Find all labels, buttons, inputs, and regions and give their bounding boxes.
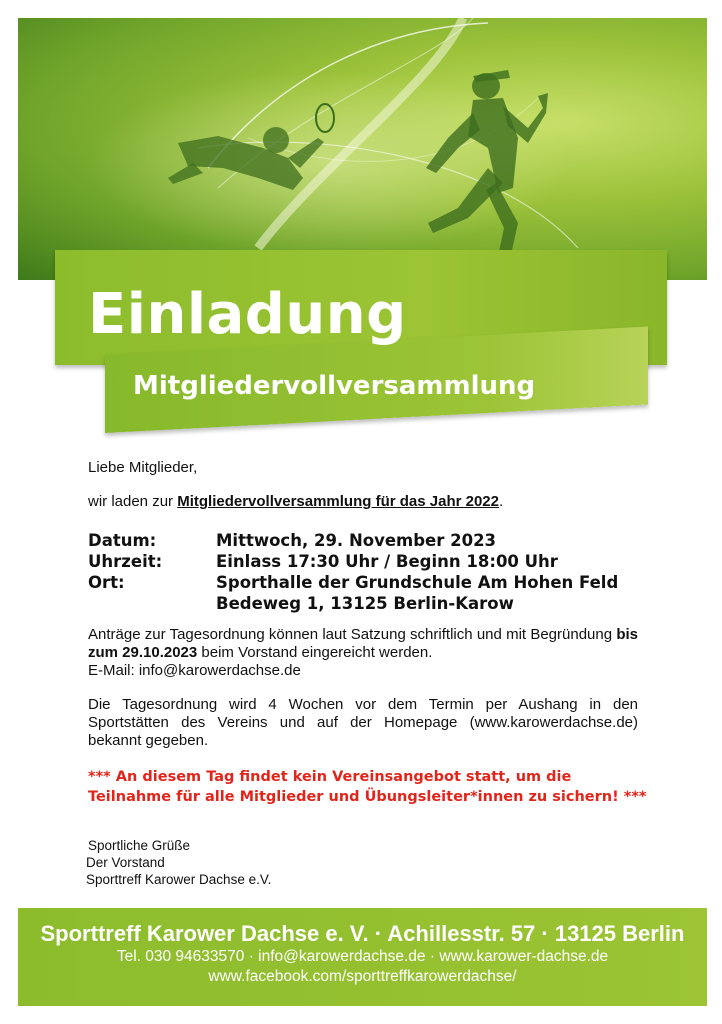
signature-board: Der Vorstand [86, 855, 165, 870]
detail-label: Ort: [88, 573, 125, 592]
warning-notice [88, 767, 647, 807]
header-image [18, 18, 707, 280]
detail-row-address [88, 593, 618, 614]
proposals-paragraph [88, 626, 638, 680]
invitation-line [88, 493, 503, 510]
page-subtitle: Mitgliedervollversammlung [133, 371, 536, 401]
proposals-text-1: Anträge zur Tagesordnung können laut Satzung schriftlich und mit Begründung [88, 626, 617, 643]
agenda-paragraph: Die Tagesordnung wird 4 Wochen vor dem Termin per Aushang in den Sportstätten des Vereins und auf der Homepage (www.karowerdachse.de) bekannt gegeben. [88, 696, 638, 749]
proposals-text-2: beim Vorstand eingereicht werden. [197, 644, 433, 661]
page-title: Einladung [88, 282, 407, 347]
detail-row-location [88, 572, 618, 593]
footer-bar [18, 908, 707, 1006]
warning-line-2: Teilnahme für alle Mitglieder und Übungsleiter*innen zu sichern! *** [88, 789, 647, 805]
sport-silhouettes-graphic [18, 18, 707, 280]
signature-block [86, 837, 271, 888]
detail-row-date [88, 530, 618, 551]
invitation-suffix: . [499, 493, 504, 510]
detail-value: Mittwoch, 29. November 2023 [216, 531, 497, 550]
detail-value: Einlass 17:30 Uhr / Beginn 18:00 Uhr [216, 552, 558, 571]
proposals-deadline: bis zum 29.10.2023 [88, 626, 638, 661]
detail-label: Uhrzeit: [88, 552, 163, 571]
signature-club: Sporttreff Karower Dachse e.V. [86, 872, 272, 887]
footer-address: Sporttreff Karower Dachse e. V. · Achillesstr. 57 · 13125 Berlin [40, 921, 685, 946]
footer-facebook: www.facebook.com/sporttreffkarowerdachse/ [208, 968, 517, 985]
detail-value: Bedeweg 1, 13125 Berlin-Karow [216, 594, 514, 613]
event-details [88, 530, 618, 614]
contact-email: E-Mail: info@karowerdachse.de [88, 662, 301, 679]
invitation-prefix: wir laden zur [88, 493, 178, 510]
detail-value: Sporthalle der Grundschule Am Hohen Feld [216, 573, 619, 592]
detail-label [88, 593, 216, 614]
signature-greeting: Sportliche Grüße [88, 838, 191, 853]
greeting: Liebe Mitglieder, [88, 459, 198, 476]
detail-label: Datum: [88, 531, 157, 550]
invitation-event: Mitgliedervollversammlung für das Jahr 2022 [177, 493, 499, 510]
footer-contacts: Tel. 030 94633570 · info@karowerdachse.de · www.karower-dachse.de [116, 948, 609, 965]
detail-row-time [88, 551, 618, 572]
warning-line-1: *** An diesem Tag findet kein Vereinsangebot statt, um die [88, 769, 572, 785]
